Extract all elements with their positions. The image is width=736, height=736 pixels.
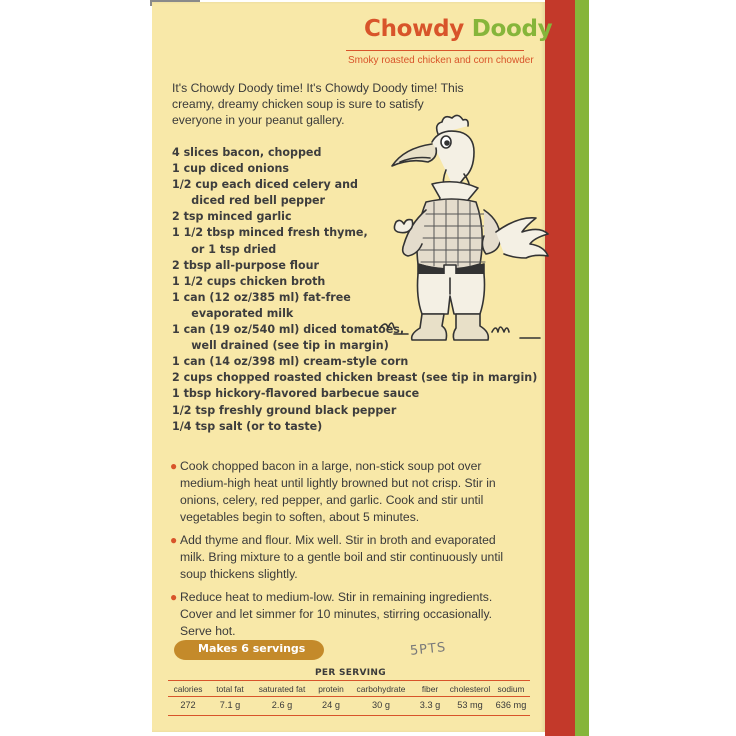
method-step-text: Add thyme and flour. Mix well. Stir in broth and evaporated milk. Bring mixture to a gentle boil and stir continuously until soup thickens slightly.	[180, 533, 504, 581]
recipe-intro: It's Chowdy Doody time! It's Chowdy Doody time! This creamy, dreamy chicken soup is sure to satisfy everyone in your peanut gallery.	[172, 81, 464, 127]
method-step-text: Reduce heat to medium-low. Stir in remaining ingredients. Cover and let simmer for 10 minutes, stirring occasionally. Serve hot.	[180, 590, 493, 638]
nutrition-header: calories	[173, 684, 203, 694]
ingredient-item: 1 cup diced onions	[172, 162, 289, 176]
nutrition-value: 24 g	[322, 700, 340, 710]
nutrition-value: 636 mg	[495, 700, 527, 710]
nutrition-header: total fat	[216, 684, 244, 694]
ingredient-item: 2 cups chopped roasted chicken breast (see tip in margin)	[172, 371, 538, 385]
nutrition-value: 30 g	[372, 700, 390, 710]
ingredient-item: 1 can (14 oz/398 ml) cream-style corn	[172, 355, 409, 369]
nutrition-value: 272	[180, 700, 196, 710]
method-step	[170, 532, 520, 583]
ingredient-item: 1 tbsp hickory-flavored barbecue sauce	[172, 387, 420, 401]
method-step	[170, 458, 520, 526]
ingredient-item: 1 1/2 cups chicken broth	[172, 274, 326, 288]
nutrition-value: 7.1 g	[219, 700, 241, 710]
method-steps	[170, 458, 520, 646]
per-serving-heading: PER SERVING	[315, 668, 386, 678]
green-card-edge	[575, 0, 589, 736]
title-underline	[346, 50, 524, 51]
rooster-illustration	[380, 114, 550, 349]
ingredient-item: 2 tsp minced garlic	[172, 210, 292, 224]
title-word-chowdy: Chowdy	[364, 16, 464, 42]
nutrition-header: protein	[318, 684, 344, 694]
bullet-icon: ●	[170, 533, 178, 547]
nutrition-value: 2.6 g	[271, 700, 293, 710]
nutrition-header: sodium	[497, 684, 525, 694]
nutrition-table	[168, 680, 530, 716]
recipe-title	[364, 16, 552, 42]
nutrition-value: 53 mg	[457, 700, 483, 710]
nutrition-header: carbohydrate	[356, 684, 406, 694]
ingredient-item: 2 tbsp all-purpose flour	[172, 258, 320, 272]
nutrition-divider	[168, 696, 530, 697]
recipe-subtitle: Smoky roasted chicken and corn chowder	[348, 55, 534, 66]
servings-badge	[174, 640, 324, 660]
bullet-icon: ●	[170, 590, 178, 604]
method-step-text: Cook chopped bacon in a large, non-stick soup pot over medium-high heat until lightly browned but not crisp. Stir in onions, celery, red pepper, and garlic. Cook and stir until vegetables begin to soften, about 5 minutes.	[180, 459, 496, 524]
nutrition-value: 3.3 g	[419, 700, 441, 710]
nutrition-header: saturated fat	[258, 684, 306, 694]
recipe-page	[152, 2, 553, 732]
ingredient-item: 1 1/2 tbsp minced fresh thyme, or 1 tsp dried	[172, 226, 368, 256]
handwritten-note: 5PTS	[409, 640, 447, 659]
method-step	[170, 589, 520, 640]
ingredient-item: 1/4 tsp salt (or to taste)	[172, 419, 323, 433]
servings-text: Makes 6 servings	[198, 642, 306, 655]
ingredient-item: 1/2 tsp freshly ground black pepper	[172, 403, 397, 417]
nutrition-header: cholesterol	[449, 684, 491, 694]
nutrition-header: fiber	[421, 684, 439, 694]
ingredient-item: 1 can (12 oz/385 ml) fat-free evaporated milk	[172, 290, 351, 320]
bullet-icon: ●	[170, 459, 178, 473]
ingredient-item: 1/2 cup each diced celery and diced red bell pepper	[172, 178, 358, 208]
title-word-doody: Doody	[471, 16, 553, 42]
ingredient-item: 1 can (19 oz/540 ml) diced tomatoes, well drained (see tip in margin)	[172, 323, 405, 353]
ingredient-item: 4 slices bacon, chopped	[172, 146, 322, 159]
